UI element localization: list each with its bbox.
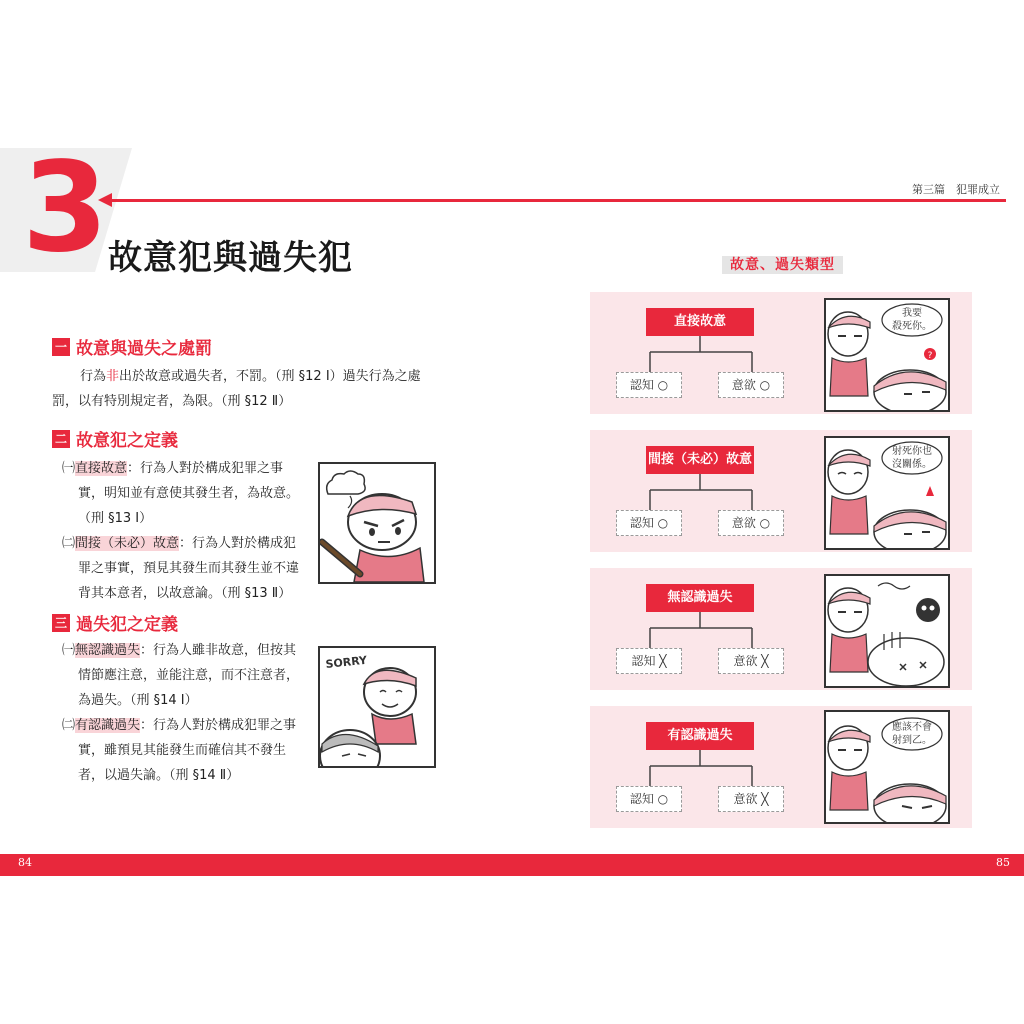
- cognition-leaf: 認知 ╳: [616, 648, 682, 674]
- footer-bar: [0, 854, 1024, 876]
- bubble-line: 射到乙。: [892, 735, 932, 746]
- tree-connector: [646, 336, 754, 376]
- cognition-leaf: 認知 ○: [616, 786, 682, 812]
- text-run: ：行為人對於構成犯罪之事: [140, 718, 297, 733]
- panel-unconscious-negligence: [590, 568, 972, 690]
- definition-item: [62, 638, 314, 713]
- text-run: 行為: [80, 369, 107, 384]
- paragraph-line: [62, 531, 314, 556]
- tree-connector: [646, 474, 754, 514]
- sorry-label: SORRY: [324, 653, 368, 671]
- paragraph-line: 實，明知並有意使其發生者，為故意。: [78, 486, 300, 501]
- panel-comic: [824, 436, 950, 550]
- definition-item: [62, 456, 314, 531]
- comic-illustration: [826, 438, 948, 548]
- bubble-line: 殺死你。: [892, 321, 932, 332]
- section-title: 過失犯之定義: [76, 615, 178, 635]
- definition-item: [62, 713, 314, 788]
- volition-leaf: 意欲 ╳: [718, 648, 784, 674]
- section-title: 故意犯之定義: [76, 431, 178, 451]
- term-highlight: 無認識過失: [75, 643, 141, 658]
- type-box: 直接故意: [646, 308, 754, 336]
- header-rule: [110, 199, 1006, 202]
- panel-indirect-intent: [590, 430, 972, 552]
- cognition-leaf: 認知 ○: [616, 510, 682, 536]
- section-title: 故意與過失之處罰: [76, 339, 212, 359]
- section-number-badge: 二: [52, 430, 70, 448]
- volition-leaf: 意欲 ○: [718, 372, 784, 398]
- comic-illustration: [826, 712, 948, 822]
- bubble-line: 射死你也: [892, 446, 932, 457]
- panel-direct-intent: [590, 292, 972, 414]
- item-marker: ㈠: [62, 461, 76, 476]
- section-number-badge: 一: [52, 338, 70, 356]
- paragraph-line: 實，雖預見其能發生而確信其不發生: [78, 743, 287, 758]
- comic-illustration: [826, 576, 948, 686]
- type-box: 無認識過失: [646, 584, 754, 612]
- chapter-title: 故意犯與過失犯: [108, 238, 353, 278]
- paragraph-line: [52, 364, 452, 389]
- paragraph-line: [62, 713, 314, 738]
- comic-sorry: [318, 646, 436, 768]
- volition-leaf: 意欲 ○: [718, 510, 784, 536]
- tree-connector: [646, 750, 754, 790]
- sorry-character-illustration: [320, 648, 434, 766]
- comic-illustration: [826, 300, 948, 410]
- paragraph-line: 者，以過失論。（刑 §14 Ⅱ）: [78, 768, 240, 783]
- svg-text:?: ?: [927, 351, 933, 361]
- paragraph-line: 為過失。（刑 §14 Ⅰ）: [78, 693, 198, 708]
- section-2-definitions: [62, 456, 314, 606]
- definition-item: [62, 531, 314, 606]
- term-highlight: 有認識過失: [75, 718, 141, 733]
- tree-connector: [646, 612, 754, 652]
- page-number-left: 84: [18, 856, 32, 869]
- section-1-paragraph: [52, 364, 452, 414]
- paragraph-line: 情節應注意，並能注意，而不注意者，: [78, 668, 300, 683]
- panel-comic: [824, 574, 950, 688]
- running-head: 第三篇 犯罪成立: [912, 183, 1000, 196]
- cognition-leaf: 認知 ○: [616, 372, 682, 398]
- item-marker: ㈠: [62, 643, 76, 658]
- volition-leaf: 意欲 ╳: [718, 786, 784, 812]
- paragraph-line: [62, 456, 314, 481]
- paragraph-line: 罪之事實，預見其發生而其發生並不違: [78, 561, 300, 576]
- term-highlight: 間接（未必）故意: [75, 536, 180, 551]
- paragraph-line: 背其本意者，以故意論。（刑 §13 Ⅱ）: [78, 586, 292, 601]
- section-3-heading: [52, 610, 178, 635]
- panel-comic: [824, 710, 950, 824]
- section-2-heading: [52, 426, 178, 451]
- text-run: ：行為人雖非故意，但按其: [140, 643, 297, 658]
- type-box: 有認識過失: [646, 722, 754, 750]
- text-run: 出於故意或過失者，不罰。（刑 §12 Ⅰ）過失行為之處: [119, 369, 421, 384]
- diagram-title: 故意、過失類型: [722, 256, 843, 274]
- chapter-number: 3: [22, 136, 105, 280]
- paragraph-line: （刑 §13 Ⅰ）: [78, 511, 153, 526]
- paragraph-line: 罰，以有特別規定者，為限。（刑 §12 Ⅱ）: [52, 394, 292, 409]
- section-3-definitions: [62, 638, 314, 788]
- panel-comic: [824, 298, 950, 412]
- item-marker: ㈡: [62, 536, 76, 551]
- bubble-line: 我要: [902, 308, 922, 319]
- panel-conscious-negligence: [590, 706, 972, 828]
- bubble-line: 沒關係。: [892, 459, 932, 470]
- page-number-right: 85: [996, 856, 1010, 869]
- type-box: 間接（未必）故意: [646, 446, 754, 474]
- paragraph-line: [62, 638, 314, 663]
- section-1-heading: [52, 334, 212, 359]
- text-run: ：行為人對於構成犯罪之事: [127, 461, 284, 476]
- angry-character-illustration: [320, 464, 434, 582]
- comic-angry-bat: [318, 462, 436, 584]
- item-marker: ㈡: [62, 718, 76, 733]
- bubble-line: 應該不會: [892, 722, 932, 733]
- term-highlight: 直接故意: [75, 461, 128, 476]
- emphasis-text: 非: [106, 369, 120, 384]
- section-number-badge: 三: [52, 614, 70, 632]
- text-run: ：行為人對於構成犯: [179, 536, 297, 551]
